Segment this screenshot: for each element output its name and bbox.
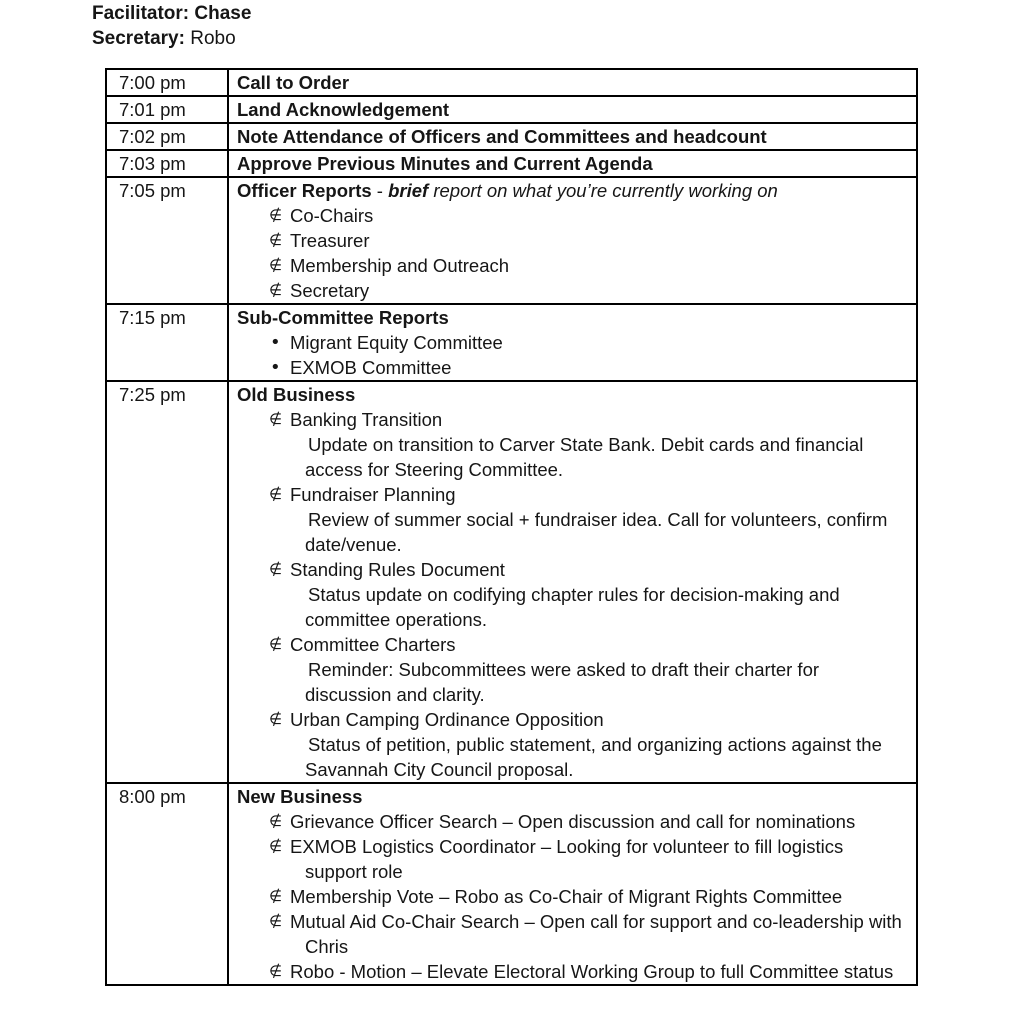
agenda-item-detail: Review of summer social + fundraiser idea. Call for volunteers, confirm date/venue. [305,509,888,555]
agenda-time: 7:00 pm [106,69,228,96]
agenda-item-text: Committee Charters [290,634,456,655]
agenda-content-cell [228,69,917,96]
agenda-title: New Business [237,786,363,807]
bullet-icon: • [270,332,281,353]
agenda-item-text: Fundraiser Planning [290,484,456,505]
agenda-content-cell [228,783,917,985]
bullet-icon: ∉ [269,231,283,249]
agenda-title: Sub-Committee Reports [237,307,449,328]
agenda-content-cell [228,381,917,783]
agenda-title: Officer Reports [237,180,372,201]
agenda-item [237,203,908,228]
agenda-item [237,228,908,253]
agenda-content-cell [228,150,917,177]
agenda-item-text: Urban Camping Ordinance Opposition [290,709,604,730]
bullet-icon: ∉ [269,206,283,224]
agenda-row [106,150,917,177]
agenda-item-text: Grievance Officer Search – Open discussion and call for nominations [290,811,856,832]
agenda-item-detail: Reminder: Subcommittees were asked to draft their charter for discussion and clarity. [305,659,820,705]
agenda-item [237,632,908,657]
agenda-content-cell [228,304,917,381]
agenda-title-line [237,178,908,203]
bullet-icon: ∉ [269,410,283,428]
bullet-icon: ∉ [269,281,283,299]
agenda-item-text: EXMOB Logistics Coordinator – Looking for volunteer to fill logistics support role [290,836,844,882]
agenda-table [105,68,918,986]
agenda-row [106,96,917,123]
agenda-item [237,909,908,959]
agenda-item [237,355,908,380]
agenda-item [237,278,908,303]
secretary-name: Robo [190,28,236,49]
agenda-item [237,253,908,278]
agenda-title: Call to Order [237,72,350,93]
bullet-icon: ∉ [269,837,283,855]
agenda-item-text: Co-Chairs [290,205,374,226]
facilitator-name: Chase [194,3,252,24]
bullet-icon: ∉ [269,962,283,980]
secretary-line [92,26,251,51]
bullet-icon: ∉ [269,635,283,653]
agenda-title-line [237,124,908,149]
agenda-time: 7:05 pm [106,177,228,304]
agenda-time: 8:00 pm [106,783,228,985]
agenda-time: 7:03 pm [106,150,228,177]
agenda-time: 7:25 pm [106,381,228,783]
agenda-title: Approve Previous Minutes and Current Agenda [237,153,653,174]
agenda-item-detail: Update on transition to Carver State Bank. Debit cards and financial access for Steering Committee. [305,434,864,480]
agenda-item-detail: Status of petition, public statement, and organizing actions against the Savannah City Council proposal. [305,734,882,780]
agenda-time: 7:01 pm [106,96,228,123]
agenda-row [106,783,917,985]
bullet-icon: • [270,357,281,378]
agenda-title: Land Acknowledgement [237,99,450,120]
facilitator-line [92,1,251,26]
agenda-item [237,557,908,582]
secretary-label: Secretary: [92,28,185,49]
bullet-icon: ∉ [269,256,283,274]
agenda-item-text: EXMOB Committee [290,357,452,378]
agenda-time: 7:02 pm [106,123,228,150]
agenda-title-line [237,97,908,122]
facilitator-label: Facilitator: [92,3,190,24]
agenda-title: Old Business [237,384,356,405]
agenda-title-line [237,151,908,176]
agenda-title-line [237,70,908,95]
agenda-item-text: Membership and Outreach [290,255,510,276]
agenda-title-note: - [371,180,389,201]
bullet-icon: ∉ [269,710,283,728]
agenda-row [106,69,917,96]
bullet-icon: ∉ [269,812,283,830]
agenda-row [106,381,917,783]
agenda-row [106,304,917,381]
bullet-icon: ∉ [269,560,283,578]
document-header [92,1,251,51]
agenda-title: Note Attendance of Officers and Committees and headcount [237,126,767,147]
agenda-title-note: report on what you’re currently working on [428,180,778,201]
agenda-item-text: Banking Transition [290,409,443,430]
agenda-item [237,834,908,884]
agenda-item-text: Secretary [290,280,370,301]
bullet-icon: ∉ [269,485,283,503]
agenda-title-line [237,382,908,407]
agenda-row [106,123,917,150]
agenda-item [237,330,908,355]
agenda-item [237,959,908,984]
agenda-item-text: Treasurer [290,230,370,251]
agenda-time: 7:15 pm [106,304,228,381]
agenda-table-body [106,69,917,985]
agenda-item [237,707,908,732]
agenda-content-cell [228,96,917,123]
agenda-content-cell [228,177,917,304]
agenda-item-text: Mutual Aid Co-Chair Search – Open call for support and co-leadership with Chris [290,911,902,957]
agenda-title-line [237,305,908,330]
agenda-item-text: Membership Vote – Robo as Co-Chair of Migrant Rights Committee [290,886,843,907]
agenda-item-text: Migrant Equity Committee [290,332,503,353]
agenda-content-cell [228,123,917,150]
bullet-icon: ∉ [269,887,283,905]
agenda-title-note: brief [388,180,429,201]
agenda-item [237,407,908,432]
agenda-item [237,884,908,909]
agenda-title-line [237,784,908,809]
agenda-item-text: Standing Rules Document [290,559,505,580]
agenda-item [237,809,908,834]
bullet-icon: ∉ [269,912,283,930]
agenda-row [106,177,917,304]
agenda-item-detail: Status update on codifying chapter rules for decision-making and committee operations. [305,584,840,630]
agenda-item [237,482,908,507]
agenda-item-text: Robo - Motion – Elevate Electoral Working Group to full Committee status [290,961,894,982]
